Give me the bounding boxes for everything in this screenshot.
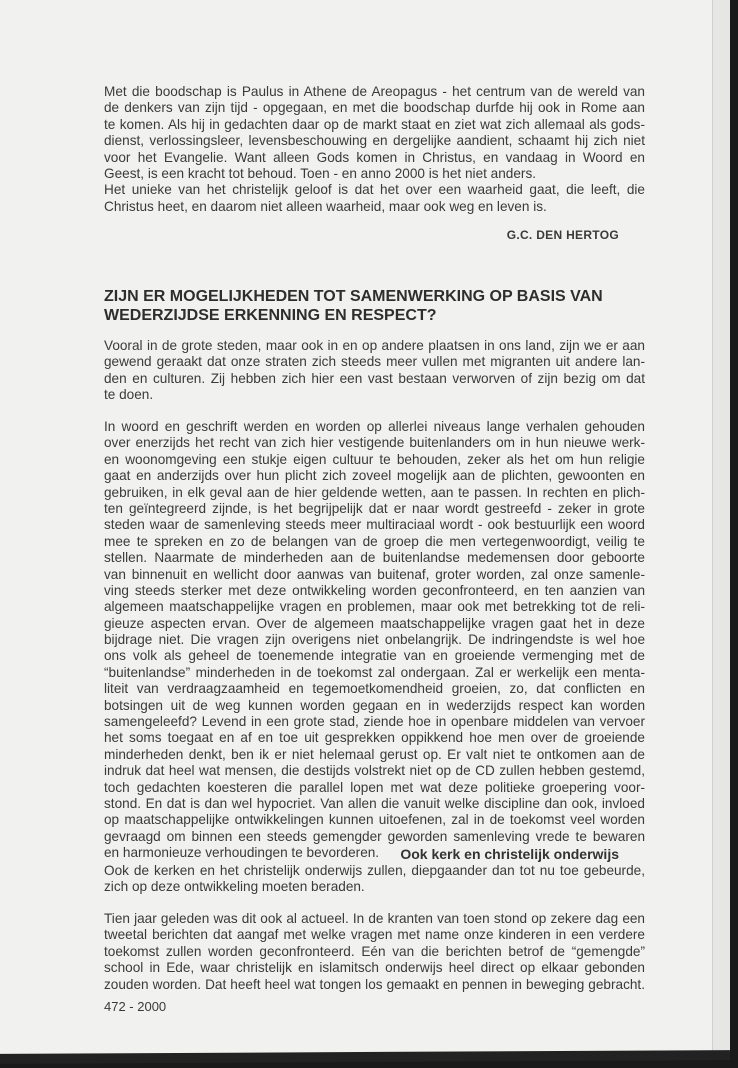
paragraph-integration <box>104 419 645 862</box>
text-line: over enerzijds het recht van zich hier vestigende buitenlanders om in hun nieuwe werk- <box>104 435 645 451</box>
heading-line: ZIJN ER MOGELIJKHEDEN TOT SAMENWERKING OP BASIS VAN <box>104 288 603 305</box>
text-line: Vooral in de grote steden, maar ook in en op andere plaatsen in ons land, zijn we er aan <box>104 338 645 353</box>
text-line: Christus heet, en daarom niet alleen waarheid, maar ook weg en leven is. <box>104 198 547 214</box>
text-line: te komen. Als hij in gedachten daar op de markt staat en ziet wat zich allemaal als gods- <box>104 116 645 132</box>
text-line: de denkers van zijn tijd - opgegaan, en met die boodschap durfde hij ook in Rome aan <box>104 100 645 116</box>
text-line: ten geïntegreerd zijnde, is het begrijpelijk dat er naar wordt gestreefd - zeker in grote <box>104 500 645 516</box>
text-line: liteit van verdraagzaamheid en tegemoetkomendheid groeien, zo, dat conflicten en <box>104 681 645 697</box>
text-line: gieuze aspecten ervan. Over de algemeen maatschappelijke vragen gaat het in deze <box>104 615 645 631</box>
text-line: gaat en anderzijds over hun plicht zich zoveel mogelijk aan de plichten, gewoonten en <box>104 468 645 484</box>
text-line: indruk dat heel wat mensen, die destijds volstrekt niet op de CD zullen hebben gestemd, <box>104 763 645 779</box>
text-line: te doen. <box>104 387 154 403</box>
text-line: gevraagd om binnen een steeds gemengder geworden samenleving vrede te bewaren <box>104 828 645 844</box>
text-line: dienst, verlossingsleer, levensbeschouwing en dergelijke aandient, schaamt hij zich niet <box>104 133 645 149</box>
text-line: stond. En dat is dan wel hypocriet. Van allen die vanuit welke discipline dan ook, invloed <box>104 795 645 811</box>
paragraph-cities <box>104 338 645 404</box>
text-line: op maatschappelijke ontwikkelingen kunnen uitoefenen, zal in de toekomst veel worden <box>104 812 645 828</box>
text-line: van binnenuit en wellicht door aanwas van buitenaf, groter worden, zal onze samenle- <box>104 566 645 582</box>
author-signature: G.C. DEN HERTOG <box>506 228 619 242</box>
text-line: minderheden denkt, ben ik er niet helemaal gerust op. Er valt niet te ontkomen aan de <box>104 746 645 762</box>
text-line: gebruiken, in elk geval aan de hier geldende wetten, aan te passen. In rechten en plich- <box>104 484 645 500</box>
paragraph-intro <box>104 84 645 215</box>
text-line: gewend geraakt dat onze straten zich steeds meer vullen met migranten uit andere lan- <box>104 354 645 370</box>
paragraph-churches <box>104 863 645 896</box>
text-line: “buitenlandse” minderheden in de toekomst zal ondergaan. Zal er werkelijk een menta- <box>104 664 645 680</box>
text-line: In woord en geschrift werden en worden op allerlei niveaus lange verhalen gehouden <box>104 419 645 434</box>
text-line: mee te spreken en zo de belangen van de groep die men vertegenwoordigt, veilig te <box>104 533 645 549</box>
text-line: en woonomgeving een stukje eigen cultuur te behouden, zeker als het om hun religie <box>104 451 645 467</box>
page-number: 472 - 2000 <box>104 999 167 1014</box>
text-line: toch gedachten koesteren die parallel lopen met wat deze politieke groepering voor- <box>104 779 645 795</box>
text-line: zich op deze ontwikkeling moeten beraden. <box>104 879 365 895</box>
text-line: Met die boodschap is Paulus in Athene de Areopagus - het centrum van de wereld van <box>104 84 645 99</box>
text-line: en harmonieuze verhoudingen te bevorderen. <box>104 845 380 861</box>
text-line: ons volk als geheel de toenemende integratie van en groeiende vermenging met de <box>104 648 645 664</box>
text-line: Tien jaar geleden was dit ook al actueel. In de kranten van toen stond op zekere dag een <box>104 911 645 926</box>
scan-page-edge <box>712 0 730 1056</box>
text-line: ving steeds sterker met deze ontwikkeling worden geconfronteerd, en ten aanzien van <box>104 582 645 598</box>
text-line: tweetal berichten dat aangaf met welke vragen met name onze kinderen in een verdere <box>104 927 645 943</box>
text-line: zouden worden. Dat heeft heel wat tongen los gemaakt en pennen in beweging gebracht. <box>104 976 645 992</box>
text-line: Ook de kerken en het christelijk onderwijs zullen, diepgaander dan tot nu toe gebeurde, <box>104 863 645 878</box>
text-line: bijdrage niet. Die vragen zijn overigens niet onbelangrijk. De indringendste is wel hoe <box>104 632 645 648</box>
text-line: stellen. Naarmate de minderheden aan de buitenlandse medemensen door geboorte <box>104 550 645 566</box>
subheading: Ook kerk en christelijk onderwijs <box>400 846 619 862</box>
text-line: botsingen uit de weg kunnen worden gegaan en in wederzijds respect kan worden <box>104 697 645 713</box>
text-line: het soms toegaat en af en toe uit gesprekken oppikkend hoe men over de groeiende <box>104 730 645 746</box>
section-heading <box>104 287 645 325</box>
text-line: steden waar de samenleving steeds meer multiraciaal wordt - ook bestuurlijk een woord <box>104 517 645 533</box>
text-line: den en culturen. Zij hebben zich hier een vast bestaan verworven of zijn bezig om dat <box>104 370 645 386</box>
text-line: school in Ede, waar christelijk en islamitsch onderwijs heel direct op elkaar gebonden <box>104 960 645 976</box>
text-line: algemeen maatschappelijke vragen en problemen, maar ook met betrekking tot de reli- <box>104 599 645 615</box>
text-line: Geest, is een kracht tot behoud. Toen - en anno 2000 is het niet anders. <box>104 165 537 181</box>
text-line: Het unieke van het christelijk geloof is dat het over een waarheid gaat, die leeft, die <box>104 182 645 198</box>
text-line: voor het Evangelie. Want alleen Gods komen in Christus, en vandaag in Woord en <box>104 149 645 165</box>
text-line: samengeleefd? Levend in een grote stad, ziende hoe in openbare middelen van vervoer <box>104 714 645 730</box>
text-line: toekomst zullen worden geconfronteerd. Eén van die berichten betrof de “gemengde” <box>104 943 645 959</box>
paragraph-ede-school <box>104 911 645 993</box>
heading-line: WEDERZIJDSE ERKENNING EN RESPECT? <box>104 307 437 324</box>
